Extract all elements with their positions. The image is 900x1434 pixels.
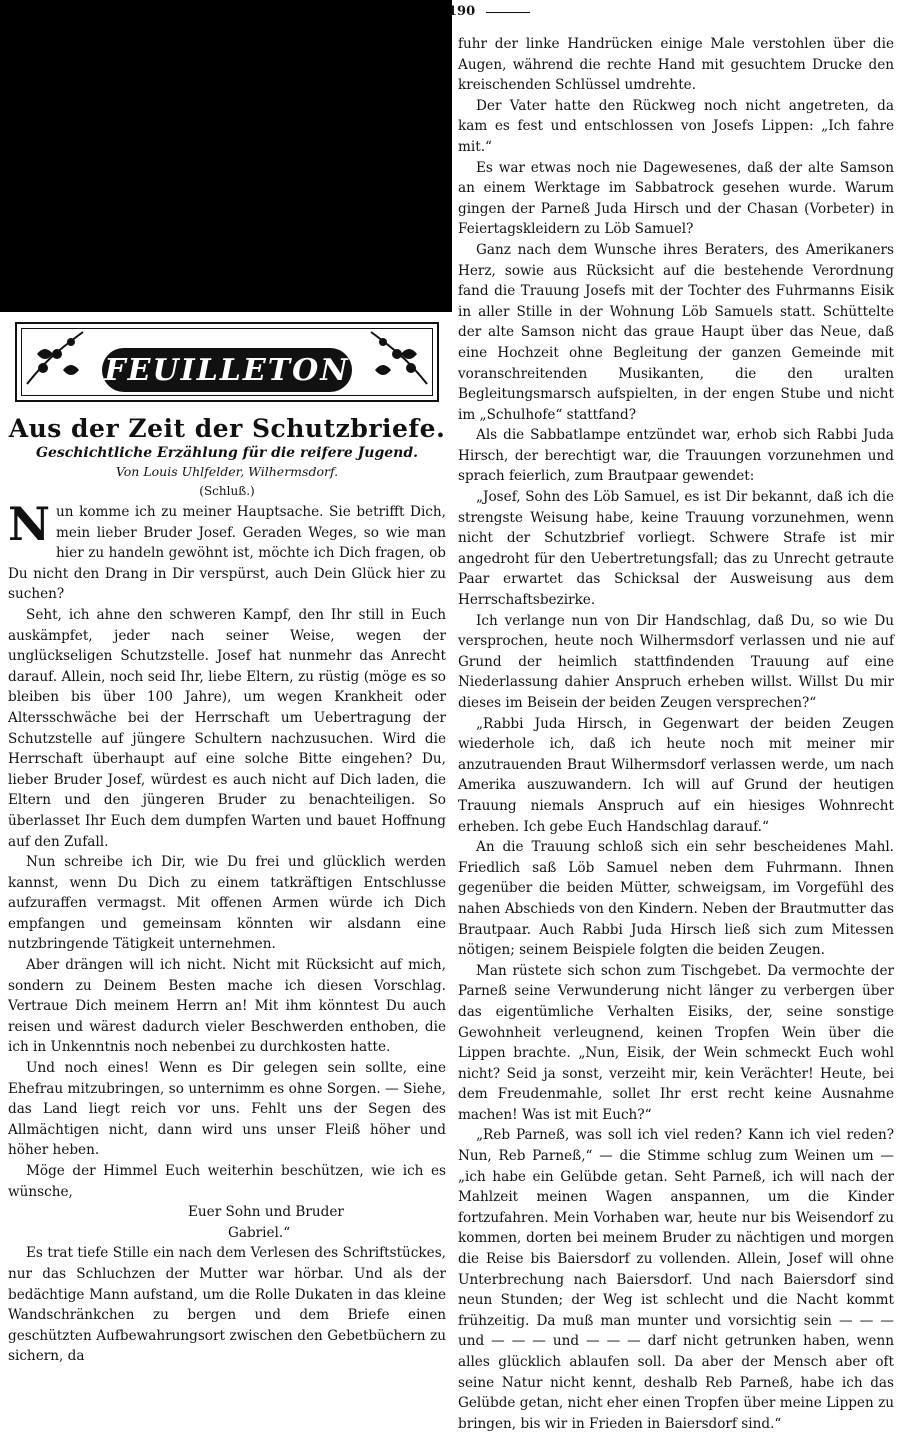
- floral-ornament-icon: [23, 324, 93, 390]
- redacted-black-area: [0, 0, 452, 312]
- article-subtitle: Geschichtliche Erzählung für die reifere Jugend.: [35, 445, 418, 461]
- left-column-text: [8, 497, 446, 1367]
- paragraph: Möge der Himmel Euch weiterhin beschützen, wie ich es wünsche,: [8, 1163, 446, 1200]
- right-column: [458, 34, 894, 1432]
- paragraph: [8, 497, 446, 605]
- paragraph: An die Trauung schloß sich ein sehr bescheidenes Mahl. Friedlich saß Löb Samuel neben dem Fuhrmann. Ihnen gegenüber die beiden Mütter, schweigsam, im Vorgefühl des nahen Abschieds von den Kindern. Neben der Brautmutter das Brautpaar. Auch Rabbi Juda Hirsch ließ sich zum Mitessen nötigen; seinem Beispiele folgten die beiden Zeugen.: [458, 839, 894, 959]
- article-title: Aus der Zeit der Schutzbriefe.: [8, 414, 446, 443]
- feuilleton-banner: [15, 322, 439, 402]
- paragraph: Seht, ich ahne den schweren Kampf, den Ihr still in Euch auskämpfet, jeder nach seiner Weise, wegen der unglückseligen Schutzstelle. Josef hat nunmehr das Anrecht darauf. Allein, noch seid Ihr, liebe Eltern, zu rüstig (möge es so bleiben bis über 100 Jahre), um wegen Krankheit oder Altersschwäche bei der Herrschaft um Uebertragung der Schutzstelle auf jüngere Schultern nachzusuchen. Wird die Herrschaft überhaupt auf eine solche Bitte eingehen? Du, lieber Bruder Josef, würdest es auch nicht auf Dich laden, die Eltern und den jüngeren Bruder zu benachteiligen. So überlasset Ihr Euch dem dumpfen Warten und bauet Hoffnung auf den Zufall.: [8, 606, 446, 850]
- signature-line: Euer Sohn und Bruder: [188, 1204, 344, 1221]
- paragraph: fuhr der linke Handrücken einige Male verstohlen über die Augen, während die rechte Hand mit gesuchtem Drucke den kreischenden Schlüssel umdrehte.: [458, 36, 894, 94]
- paragraph: Es war etwas noch nie Dagewesenes, daß der alte Samson an einem Werktage im Sabbatrock gesehen wurde. Warum gingen der Parneß Juda Hirsch und der Chasan (Vorbeter) in Feiertagskleidern zu Löb Samuel?: [458, 159, 894, 238]
- banner-word: FEUILLETON: [104, 352, 350, 388]
- paragraph: Als die Sabbatlampe entzündet war, erhob sich Rabbi Juda Hirsch, der berechtigt war, die Trauungen vorzunehmen und sprach feierlich, zum Brautpaar gewendet:: [458, 427, 894, 485]
- paragraph: Und noch eines! Wenn es Dir gelegen sein sollte, eine Ehefrau mitzubringen, so unternimm es ohne Sorgen. — Siehe, das Land liegt reich vor uns. Fehlt uns der Segen des Allmächtigen nicht, dann wird uns unser Fleiß höher und höher heben.: [8, 1060, 446, 1159]
- article-author: Von Louis Uhlfelder, Wilhermsdorf.: [115, 464, 339, 479]
- paragraph: Man rüstete sich schon zum Tischgebet. Da vermochte der Parneß seine Verwunderung nicht länger zu verbergen über das eigentümliche Verhalten Eisiks, der, seine sonstige Gewohnheit verleugnend, keinen Tropfen Wein über die Lippen brachte. „Nun, Eisik, der Wein schmeckt Euch wohl nicht? Seid ja sonst, verzeiht mir, kein Verächter! Heute, bei dem Freudenmahle, sollet Ihr erst recht keine Ausnahme machen! Was ist mit Euch?“: [458, 962, 894, 1123]
- paragraph: Es trat tiefe Stille ein nach dem Verlesen des Schriftstückes, nur das Schluchzen der Mutter war hörbar. Und als der bedächtige Mann aufstand, um die Rolle Dukaten in das kleine Wandschränkchen zu bergen und dem Briefe einen geschützten Aufbewahrungsort zwischen den Gebetbüchern zu sichern, da: [8, 1245, 446, 1365]
- paragraph: Der Vater hatte den Rückweg noch nicht angetreten, da kam es fest und entschlossen von Josefs Lippen: „Ich fahre mit.“: [458, 97, 894, 155]
- paragraph: Ganz nach dem Wunsche ihres Beraters, des Amerikaners Herz, sowie aus Rücksicht auf die bestehende Verordnung fand die Trauung Josefs mit der Tochter des Fuhrmanns Eisik in aller Stille in der Wohnung Löb Samuels statt. Schüttelte der alte Samson nicht das graue Haupt über das Neue, daß eine Hochzeit ohne Begleitung der ganzen Gemeinde mit voranschreitenden Musikanten, die den uralten Begleitungsmarsch aufspielten, in der engen Stube und nicht im „Schulhofe“ stattfand?: [458, 241, 894, 423]
- floral-ornament-icon: [361, 324, 431, 390]
- drop-cap: N: [8, 497, 51, 551]
- article-note: (Schluß.): [199, 484, 255, 498]
- paragraph: Ich verlange nun von Dir Handschlag, daß Du, so wie Du versprochen, heute noch Wilhermsdorf verlassen und nie auf Grund der heimlich stattfindenden Trauung auf eine Niederlassung dahier Anspruch erheben willst. Willst Du mir dieses im Beisein der beiden Zeugen versprechen?“: [458, 612, 894, 711]
- paragraph: Nun schreibe ich Dir, wie Du frei und glücklich werden kannst, wenn Du Dich zu einem tatkräftigen Entschlusse aufzuraffen vermagst. Mit offenen Armen würde ich Dich empfangen und gemeinsam könnten wir alsdann eine nutzbringende Tätigkeit unternehmen.: [8, 854, 446, 953]
- signature-name: Gabriel.“: [228, 1224, 291, 1241]
- banner-word-plate: [102, 348, 352, 392]
- paragraph: „Rabbi Juda Hirsch, in Gegenwart der beiden Zeugen wiederhole ich, daß ich heute noch mit meiner mir anzutrauenden Braut Wilhermsdorf verlassen werde, um nach Amerika auszuwandern. Ich will auf Grund der heutigen Trauung niemals Anspruch auf ein hiesiges Wohnrecht erheben. Ich gebe Euch Handschlag darauf.“: [458, 715, 894, 835]
- paragraph-text: un komme ich zu meiner Hauptsache. Sie betrifft Dich, mein lieber Bruder Josef. Geraden Weges, so wie man hier zu handeln gewöhnt ist, möchte ich Dich fragen, ob Du nicht den Drang in Dir verspürst, auch Dein Glück hier zu suchen?: [8, 504, 446, 603]
- page-number: 190: [448, 4, 476, 19]
- paragraph: „Reb Parneß, was soll ich viel reden? Kann ich viel reden? Nun, Reb Parneß,“ — die Stimme schlug zum Weinen um — „ich habe ein Gelübde getan. Seht Parneß, ich will nach der Mahlzeit meinen Wagen anspannen, um die Kinder fortzufahren. Mein Vorhaben war, heute nur bis Weisendorf zu kommen, dorten bei meinem Bruder zu nächtigen und morgen die Reise bis Baiersdorf zu vollenden. Allein, Josef will ohne Unterbrechung nach Baiersdorf. Und nach Baiersdorf sind neun Stunden; der Weg ist schlecht und die Nacht kommt frühzeitig. Da muß man munter und vorsichtig sein — — — und — — — und — — — darf nicht getrunken haben, wenn alles glücklich ablaufen soll. Da aber der Mensch aber oft seine Natur nicht kennt, deshalb Reb Parneß, habe ich das Gelübde getan, nicht eher einen Tropfen über meine Lippen zu bringen, bis wir in Frieden in Baiersdorf sind.“: [458, 1127, 894, 1432]
- page-number-rule: [486, 12, 530, 13]
- paragraph: „Josef, Sohn des Löb Samuel, es ist Dir bekannt, daß ich die strengste Weisung habe, keine Trauung vorzunehmen, wenn nicht der Schutzbrief vorliegt. Schwere Strafe ist mir angedroht für den Uebertretungsfall; das zu Unrecht getraute Paar erwartet das Schicksal der Ausweisung aus dem Herrschaftsbezirke.: [458, 489, 894, 609]
- left-column: [8, 318, 446, 1365]
- paragraph: Aber drängen will ich nicht. Nicht mit Rücksicht auf mich, sondern zu Deinem Besten mache ich diesen Vorschlag. Vertraue Dich meinem Herrn an! Mit ihm könntest Du auch reisen und wärest dadurch vieler Beschwerden enthoben, die ich in Unkenntnis noch nebenbei zu durchkosten hatte.: [8, 957, 446, 1056]
